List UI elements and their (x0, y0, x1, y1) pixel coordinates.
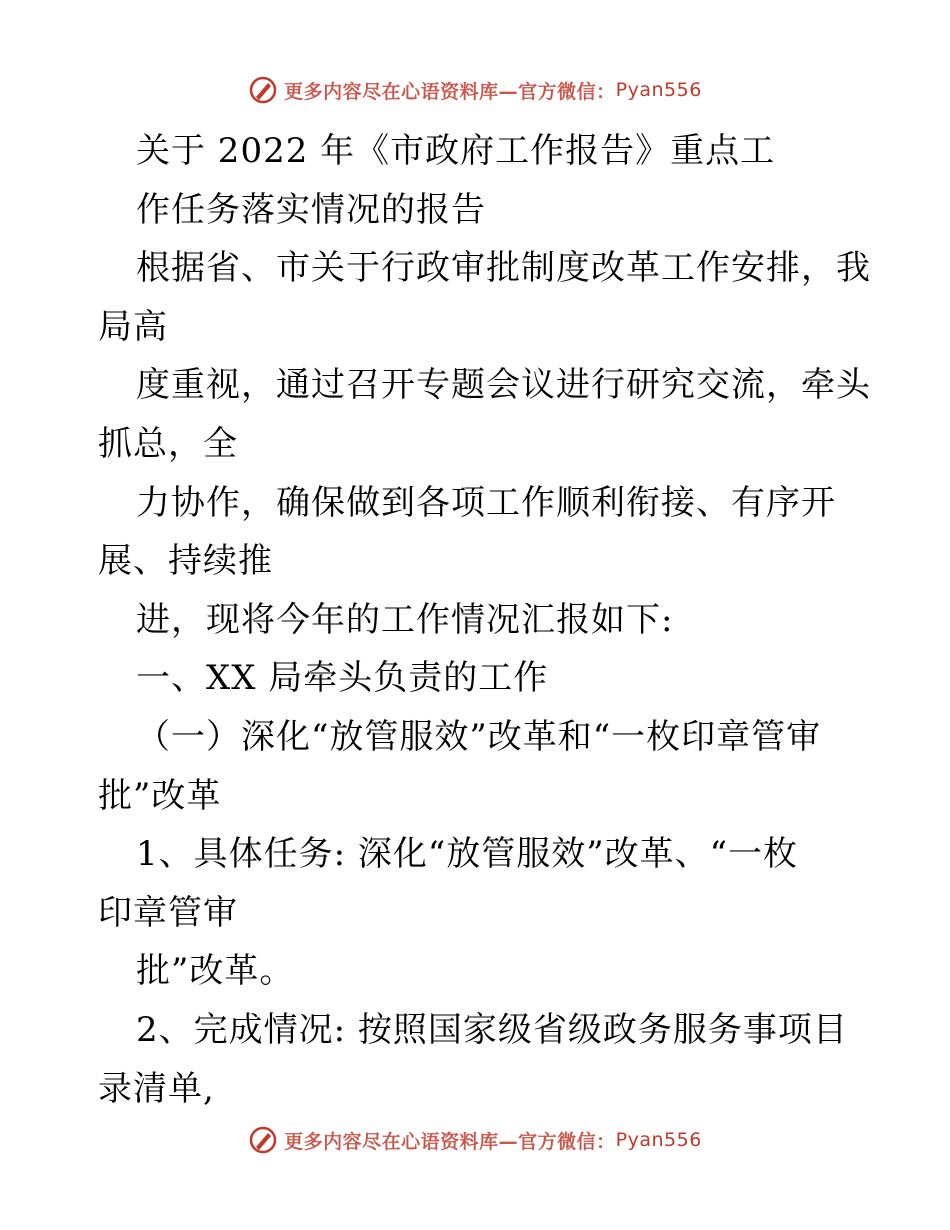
paragraph-line: 度重视，通过召开专题会议进行研究交流，牵头 (136, 365, 871, 406)
watermark-wechat-id: Pyan556 (615, 1129, 702, 1151)
pen-logo-icon (248, 1125, 278, 1155)
paragraph-line: 局高 (98, 306, 168, 347)
watermark-wechat-id: Pyan556 (615, 79, 702, 101)
paragraph-line: 抓总，全 (98, 423, 238, 464)
paragraph-line: 2、完成情况: 按照国家级省级政务服务事项目 (136, 1009, 848, 1050)
paragraph-line: 录清单, (98, 1068, 215, 1109)
paragraph-line: 展、持续推 (98, 541, 273, 582)
paragraph-line: 力协作，确保做到各项工作顺利衔接、有序开 (136, 482, 836, 523)
watermark-text: 更多内容尽在心语资料库—官方微信： (284, 1130, 616, 1153)
paragraph-line: 1、具体任务: 深化“放管服效”改革、“一枚 (136, 834, 799, 875)
title-line-1: 关于 2022 年《市政府工作报告》重点工 (136, 131, 776, 171)
paragraph-line: 进，现将今年的工作情况汇报如下: (136, 599, 674, 640)
subsection-heading: （一）深化“放管服效”改革和“一枚印章管审 (136, 716, 822, 757)
document-body (98, 122, 871, 1118)
paragraph-line: 根据省、市关于行政审批制度改革工作安排，我 (136, 248, 871, 289)
subsection-heading-cont: 批”改革 (98, 775, 222, 816)
pen-logo-icon (248, 75, 278, 105)
watermark-header (0, 70, 950, 110)
watermark-footer (0, 1120, 950, 1160)
section-heading: 一、XX 局牵头负责的工作 (136, 658, 549, 699)
paragraph-line: 印章管审 (98, 892, 238, 933)
title-line-2: 作任务落实情况的报告 (136, 189, 486, 230)
paragraph-line: 批”改革。 (136, 951, 295, 992)
watermark-text: 更多内容尽在心语资料库—官方微信： (284, 80, 616, 103)
